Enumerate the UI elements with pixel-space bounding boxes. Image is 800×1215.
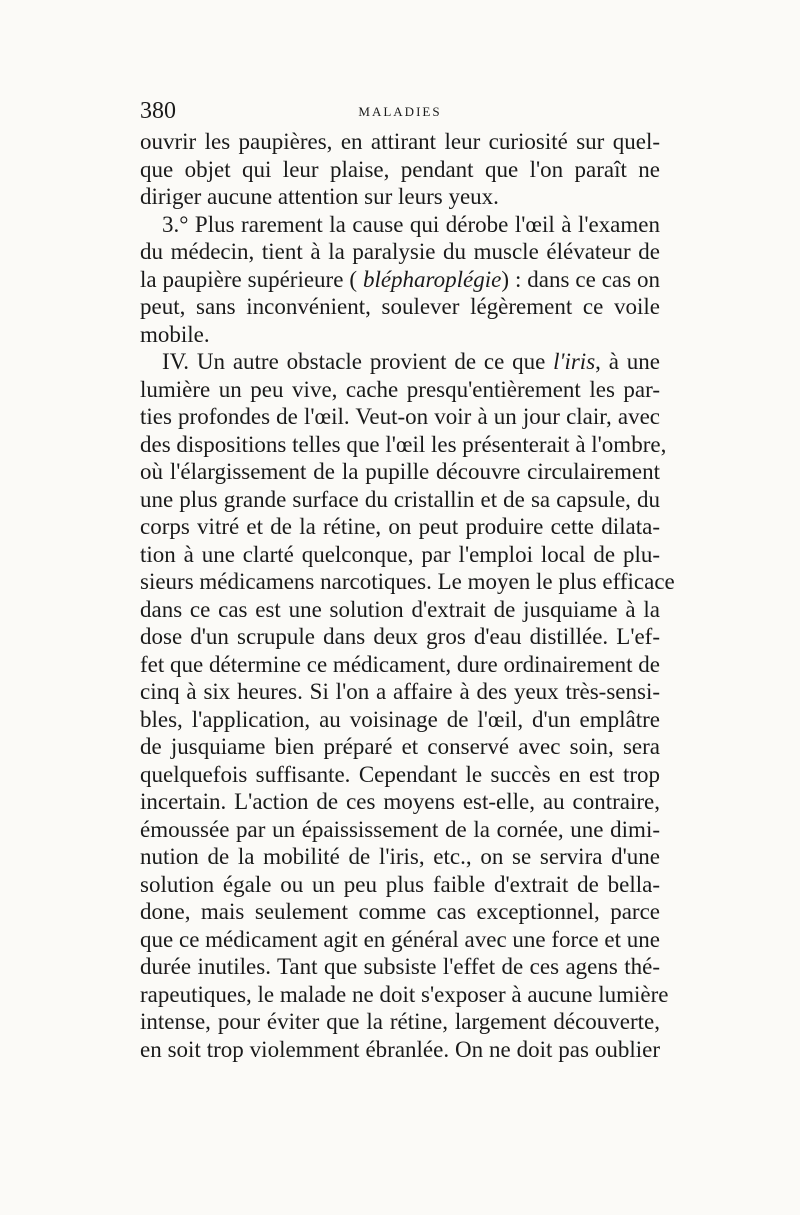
text-line (140, 348, 660, 376)
body-text (140, 128, 675, 1063)
text-line: peut, sans inconvénient, soulever légèrement ce voile (140, 294, 660, 319)
text-line: lumière un peu vive, cache presqu'entièrement les par- (140, 376, 660, 402)
text-line: done, mais seulement comme cas exceptionnel, parce (140, 899, 660, 924)
text-line: solution égale ou un peu plus faible d'extrait de bella- (140, 871, 660, 897)
text-line: émoussée par un épaississement de la cornée, une dimi- (140, 816, 660, 842)
text-line (140, 266, 660, 294)
text-line: une plus grande surface du cristallin et de sa capsule, du (140, 486, 660, 512)
text-line: fet que détermine ce médicament, dure ordinairement de (140, 651, 660, 677)
text-line: que ce médicament agit en général avec une force et une (140, 926, 660, 952)
text-line: nution de la mobilité de l'iris, etc., on se servira d'une (140, 844, 660, 869)
text-line: en soit trop violemment ébranlée. On ne doit pas oublier (140, 1036, 660, 1062)
running-head (140, 98, 660, 128)
text-line: des dispositions telles que l'œil les présenterait à l'ombre, (140, 431, 667, 457)
text-line: où l'élargissement de la pupille découvre circulairement (140, 459, 660, 484)
italic-term: l'iris (553, 349, 596, 374)
text-line: intense, pour éviter que la rétine, largement découverte, (140, 1009, 660, 1034)
italic-term: blépharoplégie (362, 266, 502, 292)
text-line: ouvrir les paupières, en attirant leur curiosité sur quel- (140, 129, 660, 154)
text-line: dose d'un scrupule dans deux gros d'eau distillée. L'ef- (140, 624, 660, 649)
text-line: incertain. L'action de ces moyens est-elle, au contraire, (140, 789, 660, 814)
text-line: bles, l'application, au voisinage de l'œil, d'un emplâtre (140, 706, 660, 732)
text-segment: ) : dans ce cas on (501, 266, 661, 292)
text-line: dans ce cas est une solution d'extrait de jusquiame à la (140, 596, 660, 622)
running-title: MALADIES (358, 104, 442, 119)
text-line: de jusquiame bien préparé et conservé avec soin, sera (140, 734, 660, 759)
text-segment: IV. Un autre obstacle provient de ce que (162, 349, 554, 374)
text-line: du médecin, tient à la paralysie du muscle élévateur de (140, 239, 660, 264)
text-line: 3.° Plus rarement la cause qui dérobe l'œil à l'examen (162, 211, 660, 237)
text-line: que objet qui leur plaise, pendant que l'on paraît ne (140, 156, 660, 182)
text-line: rapeutiques, le malade ne doit s'exposer à aucune lumière (140, 981, 669, 1007)
text-line: durée inutiles. Tant que subsiste l'effet de ces agens thé- (140, 954, 660, 979)
text-line: corps vitré et de la rétine, on peut produire cette dilata- (140, 514, 660, 539)
text-segment: , à une (595, 349, 660, 374)
text-line: cinq à six heures. Si l'on a affaire à des yeux très-sensi- (140, 679, 660, 704)
text-line: ties profondes de l'œil. Veut-on voir à un jour clair, avec (140, 404, 660, 429)
text-line: diriger aucune attention sur leurs yeux. (140, 184, 499, 209)
text-line: tion à une clarté quelconque, par l'emploi local de plu- (140, 541, 660, 567)
text-line: sieurs médicamens narcotiques. Le moyen le plus efficace (140, 569, 675, 594)
text-segment: la paupière supérieure ( (140, 266, 363, 292)
page-number: 380 (140, 98, 176, 124)
text-line: mobile. (140, 321, 210, 347)
text-line: quelquefois suffisante. Cependant le succès en est trop (140, 761, 660, 787)
